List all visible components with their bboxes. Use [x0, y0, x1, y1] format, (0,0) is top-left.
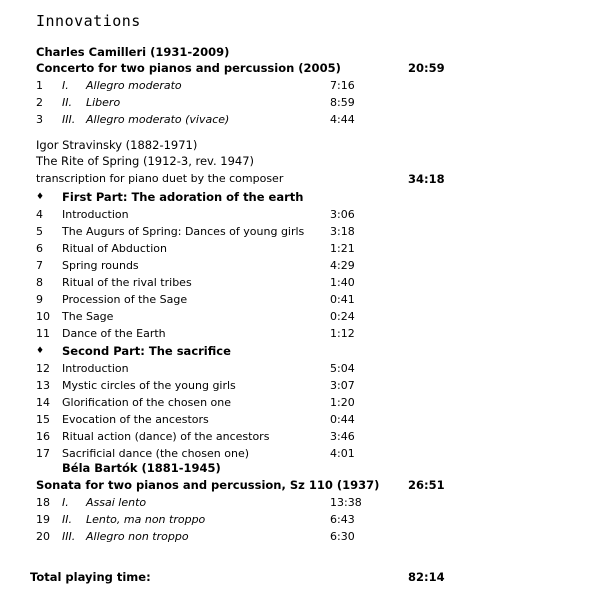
track-row[interactable] — [0, 257, 600, 274]
track-title: Assai lento — [86, 496, 147, 509]
track-title: Lento, ma non troppo — [86, 513, 206, 526]
track-row[interactable] — [0, 428, 600, 445]
composer-name: Charles Camilleri (1931-2009) — [36, 45, 230, 59]
track-number: 18 — [36, 496, 50, 509]
composer-line — [0, 460, 600, 476]
track-row[interactable] — [0, 494, 600, 511]
track-row[interactable] — [0, 308, 600, 325]
total-label: Total playing time: — [30, 570, 151, 584]
track-number: 20 — [36, 530, 50, 543]
work-duration: 26:51 — [408, 478, 445, 492]
track-duration: 0:24 — [330, 310, 355, 323]
track-duration: 4:29 — [330, 259, 355, 272]
track-row[interactable] — [0, 377, 600, 394]
track-duration: 7:16 — [330, 79, 355, 92]
track-row[interactable] — [0, 360, 600, 377]
work-block-bartok — [0, 460, 600, 545]
work-title-line — [0, 153, 600, 170]
total-duration: 82:14 — [408, 570, 445, 584]
track-duration: 13:38 — [330, 496, 362, 509]
track-title: Spring rounds — [62, 259, 139, 272]
track-number: 2 — [36, 96, 43, 109]
track-number: 15 — [36, 413, 50, 426]
track-title: Evocation of the ancestors — [62, 413, 209, 426]
track-row[interactable] — [0, 528, 600, 545]
section-heading-first-part — [0, 188, 600, 206]
track-number: 10 — [36, 310, 50, 323]
track-row[interactable] — [0, 240, 600, 257]
track-number: 19 — [36, 513, 50, 526]
track-title: Ritual of Abduction — [62, 242, 167, 255]
track-duration: 3:06 — [330, 208, 355, 221]
track-duration: 3:18 — [330, 225, 355, 238]
track-duration: 1:12 — [330, 327, 355, 340]
track-duration: 6:43 — [330, 513, 355, 526]
track-number: 3 — [36, 113, 43, 126]
work-duration: 34:18 — [408, 172, 445, 186]
composer-line — [0, 137, 600, 153]
track-row[interactable] — [0, 411, 600, 428]
track-title: Mystic circles of the young girls — [62, 379, 236, 392]
track-row[interactable] — [0, 274, 600, 291]
section-label: Second Part: The sacrifice — [62, 344, 231, 358]
track-number: 17 — [36, 447, 50, 460]
track-duration: 3:46 — [330, 430, 355, 443]
track-title: The Sage — [62, 310, 114, 323]
composer-name: Béla Bartók (1881-1945) — [62, 461, 221, 475]
track-number: 12 — [36, 362, 50, 375]
track-title: Allegro moderato — [86, 79, 182, 92]
track-title: Sacrificial dance (the chosen one) — [62, 447, 249, 460]
track-row[interactable] — [0, 94, 600, 111]
track-number: 4 — [36, 208, 43, 221]
track-number: 9 — [36, 293, 43, 306]
track-duration: 0:44 — [330, 413, 355, 426]
track-duration: 0:41 — [330, 293, 355, 306]
track-number: 16 — [36, 430, 50, 443]
track-title: Ritual of the rival tribes — [62, 276, 192, 289]
track-roman: I. — [62, 496, 69, 509]
track-title: Allegro non troppo — [86, 530, 189, 543]
track-duration: 5:04 — [330, 362, 355, 375]
track-number: 1 — [36, 79, 43, 92]
diamond-bullet-icon: ♦ — [36, 192, 45, 202]
track-roman: II. — [62, 96, 72, 109]
track-roman: II. — [62, 513, 72, 526]
work-block-stravinsky — [0, 137, 600, 462]
work-title-line — [0, 476, 600, 494]
track-title: Introduction — [62, 208, 129, 221]
track-title: Glorification of the chosen one — [62, 396, 232, 409]
track-roman: III. — [62, 113, 76, 126]
track-row[interactable] — [0, 511, 600, 528]
total-playing-time-row — [0, 568, 600, 586]
track-number: 8 — [36, 276, 43, 289]
track-duration: 6:30 — [330, 530, 355, 543]
work-subtitle: transcription for piano duet by the composer — [36, 172, 284, 185]
work-title-line — [0, 60, 600, 77]
track-number: 11 — [36, 327, 50, 340]
track-duration: 8:59 — [330, 96, 355, 109]
composer-line — [0, 44, 600, 60]
work-block-camilleri — [0, 44, 600, 128]
track-number: 6 — [36, 242, 43, 255]
track-title: Introduction — [62, 362, 129, 375]
track-roman: I. — [62, 79, 69, 92]
track-title: Libero — [86, 96, 121, 109]
track-roman: III. — [62, 530, 76, 543]
track-row[interactable] — [0, 325, 600, 342]
diamond-bullet-icon: ♦ — [36, 346, 45, 356]
track-duration: 1:40 — [330, 276, 355, 289]
track-row[interactable] — [0, 77, 600, 94]
track-duration: 1:20 — [330, 396, 355, 409]
work-subtitle-line — [0, 170, 600, 188]
track-number: 14 — [36, 396, 50, 409]
track-title: Dance of the Earth — [62, 327, 166, 340]
track-duration: 4:01 — [330, 447, 355, 460]
track-row[interactable] — [0, 394, 600, 411]
composer-name: Igor Stravinsky (1882-1971) — [36, 138, 198, 152]
work-title: Sonata for two pianos and percussion, Sz 110 (1937) — [36, 478, 380, 492]
section-heading-second-part — [0, 342, 600, 360]
track-row[interactable] — [0, 206, 600, 223]
track-number: 5 — [36, 225, 43, 238]
total-block — [0, 568, 600, 586]
track-row[interactable] — [0, 291, 600, 308]
track-duration: 1:21 — [330, 242, 355, 255]
work-title: The Rite of Spring (1912-3, rev. 1947) — [36, 154, 255, 168]
page-title: Innovations — [36, 12, 141, 30]
track-title: Ritual action (dance) of the ancestors — [62, 430, 270, 443]
track-number: 7 — [36, 259, 43, 272]
track-number: 13 — [36, 379, 50, 392]
work-duration: 20:59 — [408, 61, 445, 75]
track-title: The Augurs of Spring: Dances of young girls — [62, 225, 305, 238]
track-title: Allegro moderato (vivace) — [86, 113, 230, 126]
track-duration: 3:07 — [330, 379, 355, 392]
track-row[interactable] — [0, 111, 600, 128]
work-title: Concerto for two pianos and percussion (2005) — [36, 61, 341, 75]
track-row[interactable] — [0, 223, 600, 240]
track-title: Procession of the Sage — [62, 293, 188, 306]
section-label: First Part: The adoration of the earth — [62, 190, 304, 204]
track-duration: 4:44 — [330, 113, 355, 126]
